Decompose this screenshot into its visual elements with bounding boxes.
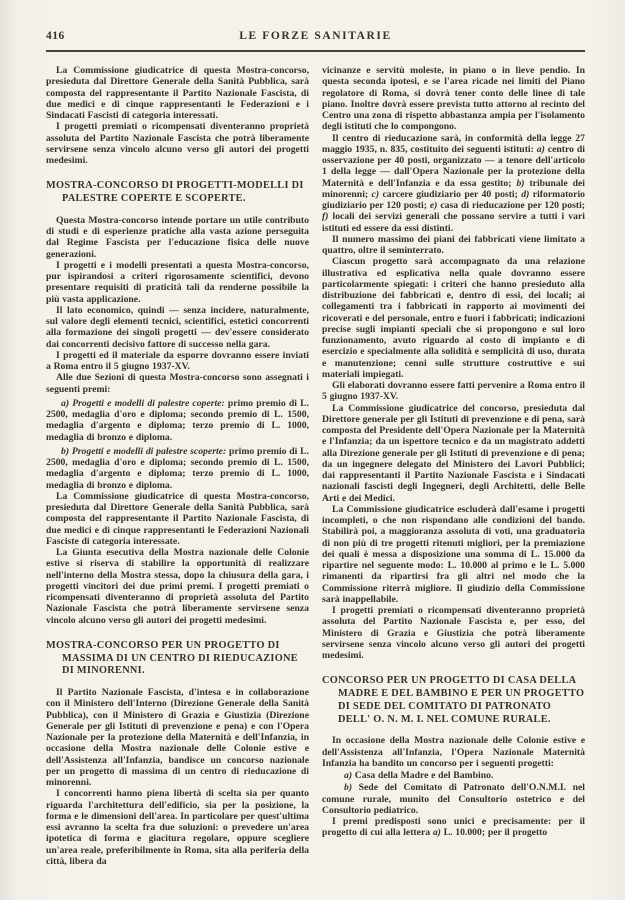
page-number: 416 [46,30,65,42]
left-column [46,65,309,867]
two-column-layout [46,65,585,867]
list-item-b-letter: b) [344,782,353,794]
istituti-text: centro di osservazione per 40 posti, organizzato — a tenore dell'articolo 1 della legge — dall'Opera Nazionale per la protezione della Maternità e dell'Infanzia e da essa gestito; [322,143,585,189]
paragraph: La Commissione giudicatrice escluderà dall'esame i progetti incompleti, o che non rispondano alle condizioni del bando. Stabilirà poi, a maggioranza assoluta di voti, una graduatoria di non più di tre progetti ritenuti migliori, per la premiazione dei quali è messa a disposizione una somma di L. 15.000 da ripartire nel seguente modo: L. 10.000 al primo e le L. 5.000 rimanenti da ripartirsi fra gli altri nel modo che la Commissione riterrà migliore. Il giudizio della Commissione sarà inappellabile. [322,503,585,605]
journal-title: LE FORZE SANITARIE [239,30,392,42]
paragraph: Il lato economico, quindi — senza incidere, naturalmente, sul valore degli elementi tecnici, scientifici, estetici concorrenti alla formazione dei singoli progetti — dev'essere considerato dai concorrenti decisivo fattore di successo nella gara. [46,304,309,350]
premi-text: L. 10.000; per il progetto [440,827,548,839]
right-column [322,65,585,867]
section-heading-palestre: MOSTRA-CONCORSO DI PROGETTI-MODELLI DI PALESTRE COPERTE E SCOPERTE. [46,180,304,205]
istituti-text: locali dei servizi generali che possano servire a tutti i vari istituti ed essere da essi distinti. [322,211,585,234]
list-item-b [322,782,585,816]
istituti-intro: Il centro di rieducazione sarà, in conformità della legge 27 maggio 1935, n. 835, costituito dei seguenti istituti: [322,132,585,155]
paragraph-continuation: vicinanze e servitù moleste, in piano o in lieve pendio. In questa seconda ipotesi, e se l'area ricade nei limiti del Piano regolatore di Roma, si dovrà tener conto delle linee di tale piano. Inoltre dovrà essere prevista tutto attorno al recinto del Centro una zona di rispetto abbastanza ampia per l'isolamento degli istituti che lo compongono. [322,65,585,133]
paragraph: Questa Mostra-concorso intende portare un utile contributo di studi e di esperienze pratiche alla vasta azione perseguita dal Regime Fascista per l'educazione fisica delle nuove generazioni. [46,214,309,260]
section-heading-onmi: CONCORSO PER UN PROGETTO DI CASA DELLA MADRE E DEL BAMBINO E PER UN PROGETTO DI SEDE DEL COMITATO DI PATRONATO DELL' O. N. M. I. NEL COMUNE RURALE. [322,675,585,725]
page-content [46,30,585,867]
list-item-a-text: Casa della Madre e del Bambino. [352,770,494,782]
premi-letter: a) [432,827,441,839]
paragraph: I progetti premiati o ricompensati diventeranno proprietà assoluta del Partito Nazionale Fascista e, per esso, del Ministero di Grazia e Giustizia che potrà liberamente servirsene senza vincolo alcuno verso gli autori dei progetti medesimi. [322,605,585,661]
istituti-text: casa di rieducazione per 120 posti; [437,200,585,211]
paragraph: Il numero massimo dei piani dei fabbricati viene limitato a quattro, oltre il seminterrato. [322,233,585,256]
istituti-text: tribunale dei minorenni; [322,177,585,200]
paragraph: I progetti e i modelli presentati a questa Mostra-concorso, pur ispirandosi a criteri rigorosamente scientifici, devono presentare requisiti di praticità tali da renderne possibile la più vasta applicazione. [46,259,309,305]
paragraph: Gli elaborati dovranno essere fatti pervenire a Roma entro il 5 giugno 1937-XV. [322,380,585,403]
istituti-text: carcere giudiziario per 40 posti; [379,188,522,200]
paragraph-istituti [322,133,585,234]
istituti-letter: b) [516,177,525,189]
paragraph: I progetti ed il materiale da esporre dovranno essere inviati a Roma entro il 5 giugno 1937-XV. [46,349,309,373]
istituti-text: riformatorio giudiziario per 120 posti; [322,188,585,211]
masthead [46,30,585,46]
list-item-a-letter: a) [344,770,353,782]
paragraph: La Commissione giudicatrice di questa Mostra-concorso, presieduta dal Direttore Generale della Sanità Pubblica, sarà composta del rappresentante il Partito Nazionale Fascista, di due medici e di cinque rappresentanti le Federazioni e i Sindacati Fascisti di categoria interessati. [46,65,309,121]
paragraph: La Commissione giudicatrice di questa Mostra-concorso, presieduta dal Direttore Generale della Sanità Pubblica, sarà composta del rappresentante il Partito Nazionale Fascista, di due medici e di cinque rappresentanti le Federazioni Nazionali Fasciste di categoria interessate. [46,490,309,547]
istituti-letter: c) [371,188,380,200]
paragraph: Ciascun progetto sarà accompagnato da una relazione illustrativa ed esplicativa nella quale dovranno essere particolarmente spiegati: i criteri che hanno presieduto alla distribuzione dei fabbricati e, dentro di essi, dei locali; ai collegamenti tra i fabbricati in rapporto ai movimenti dei ricoverati e del personale, entro e fuori i fabbricati; indicazioni precise sugli impianti speciali che si propongono e sul loro funzionamento, avuto riguardo al costo di impianto e di esercizio e specialmente alla solidità e semplicità di uso, durata e manutenzione; cenni sulle strutture costruttive e sui materiali impiegati. [322,256,585,380]
paragraph: In occasione della Mostra nazionale delle Colonie estive e dell'Assistenza all'Infanzia, l'Opera Nazionale Maternità Infanzia ha bandito un concorso per i seguenti progetti: [322,735,585,769]
masthead-rule [46,50,585,52]
prize-item-b-text: primo premio di L. 2500, medaglia d'oro e diploma; secondo premio di L. 1500, medaglia d'argento e diploma; terzo premio di L. 1000, medaglia di bronzo e diploma. [46,445,310,491]
prize-item-b [46,446,309,491]
section-heading-rieducazione: MOSTRA-CONCORSO PER UN PROGETTO DI MASSIMA DI UN CENTRO DI RIEDUCAZIONE DI MINORENNI. [46,639,298,677]
paragraph: Il Partito Nazionale Fascista, d'intesa e in collaborazione con il Ministero dell'Interno (Direzione Generale della Sanità Pubblica), con il Ministero di Grazia e Giustizia (Direzione Generale per gli Istituti di prevenzione e pena) e con l'Opera Nazionale per la protezione della Maternità e dell'Infanzia, in occasione della Mostra nazionale delle Colonie estive e dell'Assistenza all'Infanzia, bandisce un concorso nazionale per un progetto di massima di un centro di rieducazione di minorenni. [46,687,309,789]
paragraph: La Commissione giudicatrice del concorso, presieduta dal Direttore generale per gli Istituti di prevenzione e di pena, sarà composta del Presidente dell'Opera Nazionale per la Maternità e l'Infanzia; da un ispettore tecnico e da un magistrato addetti alla Direzione generale per gli Istituti di prevenzione e di pena; da un ingegnere delegato del Ministero dei Lavori Pubblici; dai rappresentanti il Partito Nazionale Fascista e i Sindacati nazionali fascisti degli Ingegneri, degli Architetti, delle Belle Arti e dei Medici. [322,402,585,504]
paragraph: Alle due Sezioni di questa Mostra-concorso sono assegnati i seguenti premi: [46,372,309,395]
premi-text: I premi predisposti sono unici e precisamente: per il progetto di cui alla lettera [322,816,585,839]
istituti-letter: f) [322,211,329,223]
prize-item-a-title: a) Progetti e modelli di palestre coperte: [61,397,225,409]
list-item-b-text: Sede del Comitato di Patronato dell'O.N.M.I. nel comune rurale, munito del Consultorio ostetrico e del Consultorio pediatrico. [322,782,585,816]
prize-item-b-title: b) Progetti e modelli di palestre scoperte: [61,445,227,457]
paragraph-premi [322,816,585,839]
paragraph: La Giunta esecutiva della Mostra nazionale delle Colonie estive si riserva di stabilire la opportunità di realizzare nell'interno della Mostra stessa, dopo la chiusura della gara, i progetti vincitori dei due primi premi. I progetti premiati o ricompensati diventeranno di proprietà assoluta del Partito Nazionale Fascista che potrà liberamente servirsene senza vincolo alcuno verso gli autori dei progetti medesimi. [46,547,309,626]
istituti-letter: e) [429,200,438,211]
istituti-letter: a) [536,143,545,155]
list-item-a [322,770,585,781]
paragraph: I concorrenti hanno piena libertà di scelta sia per quanto riguarda l'architettura dell'edificio, sia per la posizione, la forma e le dimensioni dell'area. In particolare per quest'ultima essi avranno la scelta fra due soluzioni: o prevedere un'area ipotetica di forma e giacitura regolare, oppure scegliere un'area reale, preferibilmente in Roma, sita alla periferia della città, libera da [46,788,309,867]
prize-item-a-text: primo premio di L. 2500, medaglia d'oro e diploma; secondo premio di L. 1500, medaglia d'argento e diploma; terzo premio di L. 1000, medaglia di bronzo e diploma. [46,397,309,443]
paragraph: I progetti premiati o ricompensati diventeranno proprietà assoluta del Partito Nazionale Fascista che potrà liberamente servirsene senza vincolo alcuno verso gli autori dei progetti medesimi. [46,121,309,166]
prize-item-a [46,398,309,443]
istituti-letter: d) [521,188,530,200]
